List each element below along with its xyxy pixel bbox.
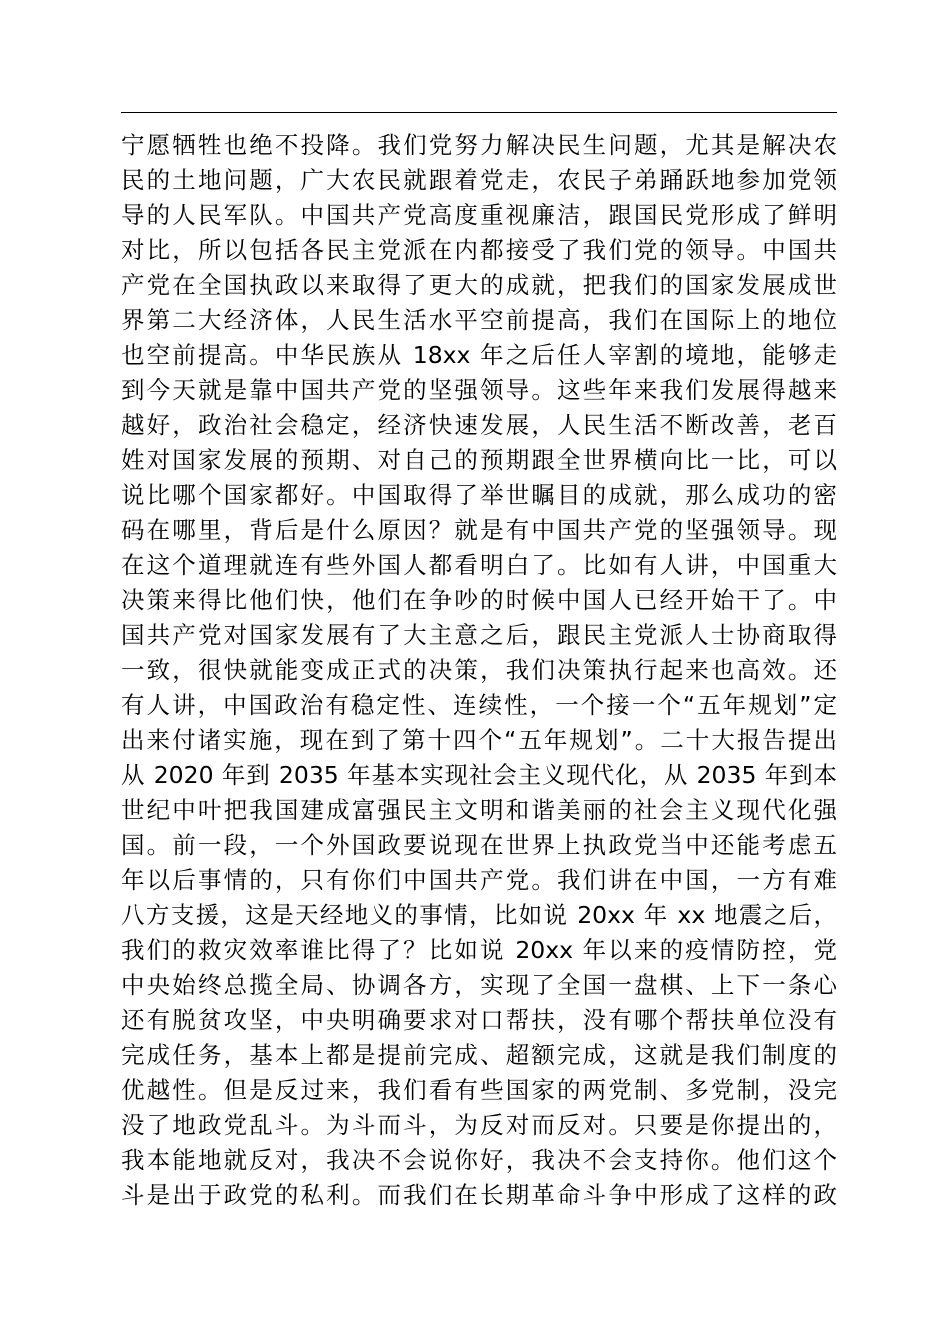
text-line: 国共产党对国家发展有了大主意之后，跟民主党派人士协商取得 <box>121 621 837 649</box>
text-line: 我们的救灾效率谁比得了？比如说 20xx 年以来的疫情防控，党 <box>121 936 837 964</box>
text-line: 八方支援，这是天经地义的事情，比如说 20xx 年 xx 地震之后， <box>121 901 837 929</box>
text-line: 我本能地就反对，我决不会说你好，我决不会支持你。他们这个 <box>121 1146 837 1174</box>
text-line: 国。前一段，一个外国政要说现在世界上执政党当中还能考虑五 <box>121 831 837 859</box>
text-line: 斗是出于政党的私利。而我们在长期革命斗争中形成了这样的政 <box>121 1181 837 1209</box>
text-line: 还有脱贫攻坚，中央明确要求对口帮扶，没有哪个帮扶单位没有 <box>121 1006 837 1034</box>
text-line: 说比哪个国家都好。中国取得了举世瞩目的成就，那么成功的密 <box>121 481 837 509</box>
body-paragraph <box>121 128 837 1213</box>
text-line: 界第二大经济体，人民生活水平空前提高，我们在国际上的地位 <box>121 306 837 334</box>
text-line: 民的土地问题，广大农民就跟着党走，农民子弟踊跃地参加党领 <box>121 166 837 194</box>
text-line: 出来付诸实施，现在到了第十四个“五年规划”。二十大报告提出 <box>121 726 837 754</box>
text-line: 中央始终总揽全局、协调各方，实现了全国一盘棋、上下一条心 <box>121 971 837 999</box>
text-line: 优越性。但是反过来，我们看有些国家的两党制、多党制，没完 <box>121 1076 837 1104</box>
text-line: 也空前提高。中华民族从 18xx 年之后任人宰割的境地，能够走 <box>121 341 837 369</box>
text-line: 产党在全国执政以来取得了更大的成就，把我们的国家发展成世 <box>121 271 837 299</box>
text-line: 越好，政治社会稳定，经济快速发展，人民生活不断改善，老百 <box>121 411 837 439</box>
text-line: 从 2020 年到 2035 年基本实现社会主义现代化，从 2035 年到本 <box>121 761 837 789</box>
text-line: 码在哪里，背后是什么原因？就是有中国共产党的坚强领导。现 <box>121 516 837 544</box>
header-divider <box>121 112 837 113</box>
text-line: 决策来得比他们快，他们在争吵的时候中国人已经开始干了。中 <box>121 586 837 614</box>
text-line: 宁愿牺牲也绝不投降。我们党努力解决民生问题，尤其是解决农 <box>121 131 837 159</box>
text-line: 有人讲，中国政治有稳定性、连续性，一个接一个“五年规划”定 <box>121 691 837 719</box>
text-line: 在这个道理就连有些外国人都看明白了。比如有人讲，中国重大 <box>121 551 837 579</box>
text-line: 对比，所以包括各民主党派在内都接受了我们党的领导。中国共 <box>121 236 837 264</box>
text-line: 导的人民军队。中国共产党高度重视廉洁，跟国民党形成了鲜明 <box>121 201 837 229</box>
text-line: 一致，很快就能变成正式的决策，我们决策执行起来也高效。还 <box>121 656 837 684</box>
text-line: 到今天就是靠中国共产党的坚强领导。这些年来我们发展得越来 <box>121 376 837 404</box>
text-line: 姓对国家发展的预期、对自己的预期跟全世界横向比一比，可以 <box>121 446 837 474</box>
text-line: 完成任务，基本上都是提前完成、超额完成，这就是我们制度的 <box>121 1041 837 1069</box>
text-line: 年以后事情的，只有你们中国共产党。我们讲在中国，一方有难 <box>121 866 837 894</box>
text-line: 世纪中叶把我国建成富强民主文明和谐美丽的社会主义现代化强 <box>121 796 837 824</box>
text-line: 没了地政党乱斗。为斗而斗，为反对而反对。只要是你提出的， <box>121 1111 837 1139</box>
